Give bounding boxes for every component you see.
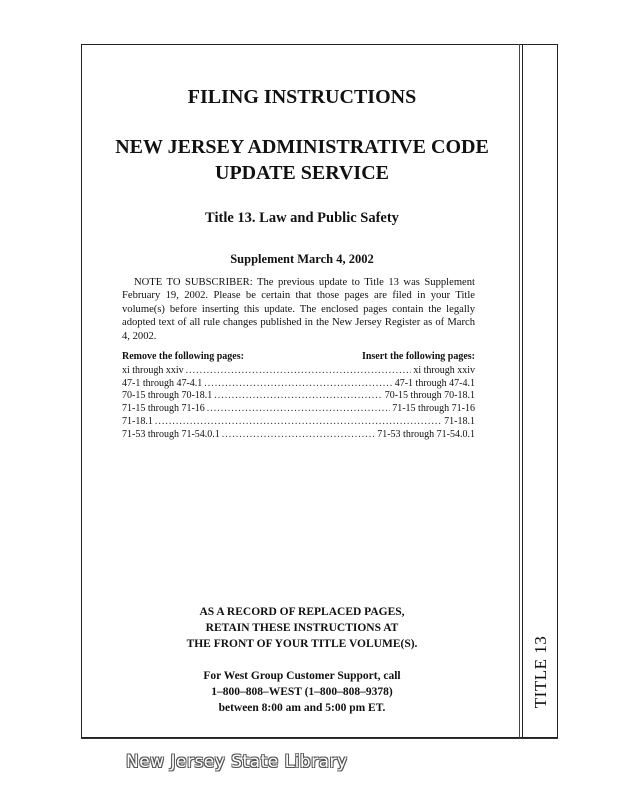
leader-dots (214, 390, 382, 403)
insert-cell: 70-15 through 70-18.1 (384, 390, 475, 402)
title-heading: Title 13. Law and Public Safety (205, 210, 399, 226)
remove-cell: 47-1 through 47-4.1 (122, 377, 203, 389)
pages-table-header (122, 351, 475, 364)
spine-label: TITLE 13 (531, 635, 550, 709)
insert-cell: 71-15 through 71-16 (392, 403, 475, 415)
insert-header: Insert the following pages: (361, 351, 475, 362)
note-to-subscriber (122, 276, 475, 343)
insert-cell: 71-18.1 (444, 415, 475, 427)
customer-support (81, 668, 523, 716)
remove-cell: xi through xxiv (122, 364, 184, 376)
table-row (122, 378, 475, 391)
remove-cell: 71-53 through 71-54.0.1 (122, 428, 220, 440)
support-line2: 1–800–808–WEST (1–800–808–9378) (211, 686, 393, 698)
leader-dots (222, 429, 375, 442)
table-row (122, 390, 475, 403)
support-line1: For West Group Customer Support, call (203, 670, 401, 682)
remove-cell: 71-15 through 71-16 (122, 403, 205, 415)
insert-cell: xi through xxiv (413, 364, 475, 376)
leader-dots (155, 416, 442, 429)
insert-cell: 71-53 through 71-54.0.1 (377, 428, 475, 440)
table-row (122, 365, 475, 378)
record-notice (81, 604, 523, 652)
remove-header: Remove the following pages: (122, 351, 244, 362)
table-row (122, 403, 475, 416)
pages-table (122, 351, 475, 442)
remove-cell: 71-18.1 (122, 415, 153, 427)
njac-heading-line2: UPDATE SERVICE (215, 162, 389, 184)
table-row (122, 429, 475, 442)
supplement-heading: Supplement March 4, 2002 (230, 252, 374, 266)
spine-tab (523, 44, 558, 738)
record-line3: THE FRONT OF YOUR TITLE VOLUME(S). (186, 638, 418, 650)
leader-dots (204, 378, 392, 391)
table-row (122, 416, 475, 429)
record-line2: RETAIN THESE INSTRUCTIONS AT (205, 622, 399, 634)
leader-dots (186, 365, 412, 378)
record-line1: AS A RECORD OF REPLACED PAGES, (199, 606, 405, 618)
njac-heading-line1: NEW JERSEY ADMINISTRATIVE CODE (115, 136, 489, 158)
support-line3: between 8:00 am and 5:00 pm ET. (218, 702, 386, 714)
bottom-rule (81, 738, 558, 739)
insert-cell: 47-1 through 47-4.1 (394, 377, 475, 389)
library-watermark: New Jersey State Library (126, 752, 348, 772)
njac-heading (81, 134, 523, 186)
filing-instructions-heading: FILING INSTRUCTIONS (187, 86, 417, 108)
note-text: NOTE TO SUBSCRIBER: The previous update to Title 13 was Supplement February 19, 2002. Please be certain that those pages are filed in your Title volume(s) before inserting this update. The enclosed pages contain the legally adopted text of all rule changes published in the New Jersey Register as of March 4, 2002. (122, 277, 475, 342)
remove-cell: 70-15 through 70-18.1 (122, 390, 213, 402)
leader-dots (207, 403, 390, 416)
